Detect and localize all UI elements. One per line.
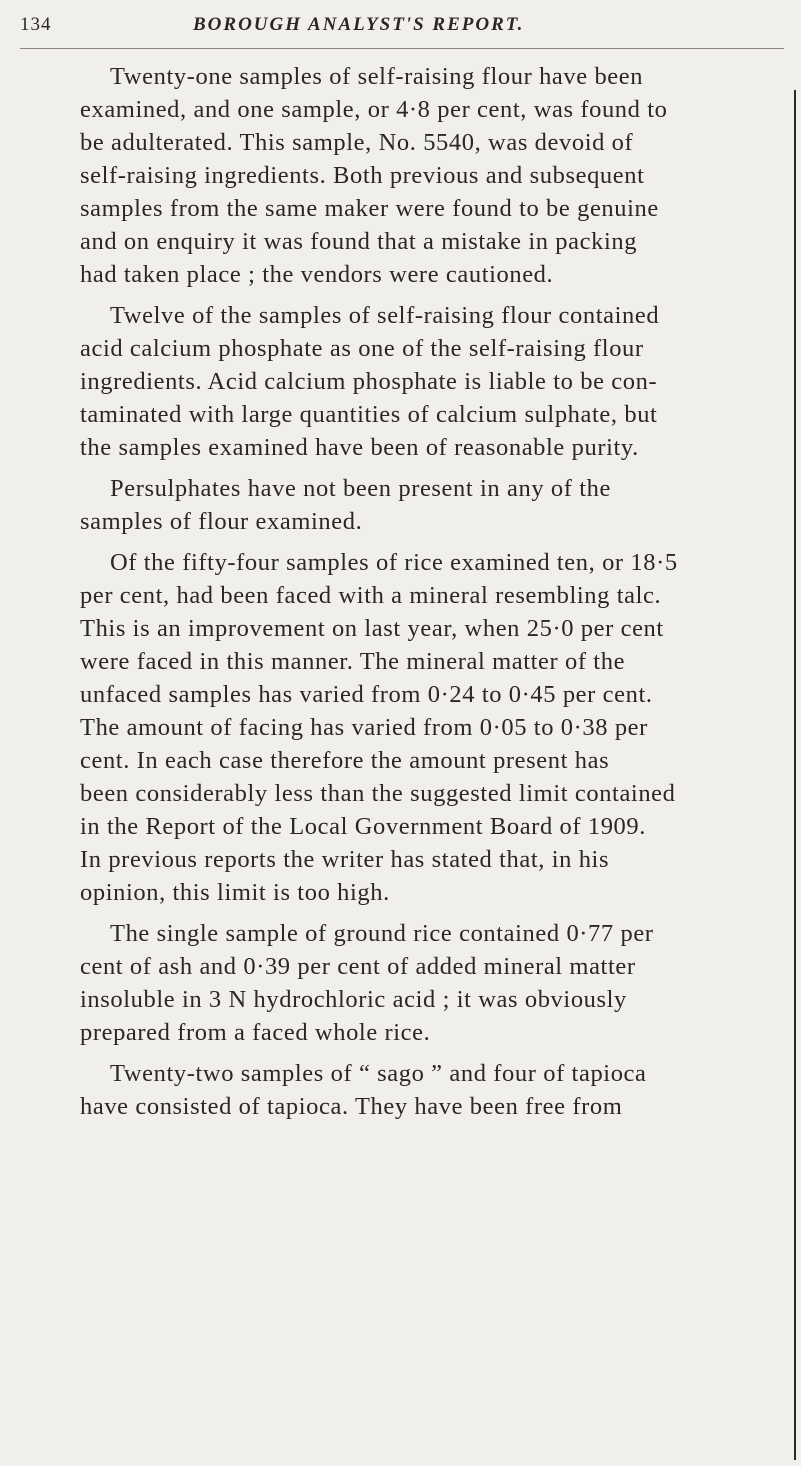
paragraph-calcium-phosphate (80, 299, 795, 464)
text-line: prepared from a faced whole rice. (80, 1019, 431, 1046)
text-line: examined, and one sample, or 4·8 per cent, was found to (80, 96, 668, 123)
text-line: cent of ash and 0·39 per cent of added mineral matter (80, 953, 636, 980)
page-header (20, 8, 780, 44)
text-line: self-raising ingredients. Both previous and subsequent (80, 162, 645, 189)
text-line: taminated with large quantities of calcium sulphate, but (80, 401, 658, 428)
text-line: Twenty-one samples of self-raising flour have been (110, 63, 644, 90)
text-line: samples of flour examined. (80, 508, 363, 535)
paragraph-ground-rice (80, 917, 795, 1049)
paragraph-self-raising-flour (80, 60, 795, 291)
text-line: This is an improvement on last year, when 25·0 per cent (80, 615, 664, 642)
text-line: had taken place ; the vendors were cautioned. (80, 261, 554, 288)
text-line: be adulterated. This sample, No. 5540, was devoid of (80, 129, 634, 156)
text-line: The amount of facing has varied from 0·05 to 0·38 per (80, 714, 648, 741)
text-line: Twelve of the samples of self-raising flour contained (110, 302, 660, 329)
paragraph-sago (80, 1057, 795, 1123)
paragraph-rice (80, 546, 795, 909)
text-line: been considerably less than the suggested limit contained (80, 780, 676, 807)
text-line: The single sample of ground rice contained 0·77 per (110, 920, 654, 947)
running-title: BOROUGH ANALYST'S REPORT. (193, 14, 525, 35)
text-line: acid calcium phosphate as one of the self-raising flour (80, 335, 644, 362)
text-line: Twenty-two samples of “ sago ” and four of tapioca (110, 1060, 647, 1087)
text-line: and on enquiry it was found that a mistake in packing (80, 228, 638, 255)
page-edge (794, 90, 796, 1460)
header-rule (20, 48, 784, 49)
text-line: samples from the same maker were found to be genuine (80, 195, 659, 222)
text-line: unfaced samples has varied from 0·24 to 0·45 per cent. (80, 681, 653, 708)
text-line: in the Report of the Local Government Board of 1909. (80, 813, 646, 840)
text-line: insoluble in 3 N hydrochloric acid ; it was obviously (80, 986, 627, 1013)
text-line: the samples examined have been of reasonable purity. (80, 434, 639, 461)
text-line: In previous reports the writer has stated that, in his (80, 846, 610, 873)
text-line: cent. In each case therefore the amount present has (80, 747, 610, 774)
text-line: were faced in this manner. The mineral matter of the (80, 648, 626, 675)
text-line: ingredients. Acid calcium phosphate is liable to be con- (80, 368, 658, 395)
text-line: Of the fifty-four samples of rice examined ten, or 18·5 (110, 549, 678, 576)
paragraph-persulphates (80, 472, 795, 538)
text-line: per cent, had been faced with a mineral resembling talc. (80, 582, 662, 609)
page-number: 134 (20, 14, 52, 35)
text-line: Persulphates have not been present in any of the (110, 475, 611, 502)
body-text (80, 60, 795, 1410)
text-line: opinion, this limit is too high. (80, 879, 390, 906)
text-line: have consisted of tapioca. They have been free from (80, 1093, 623, 1120)
